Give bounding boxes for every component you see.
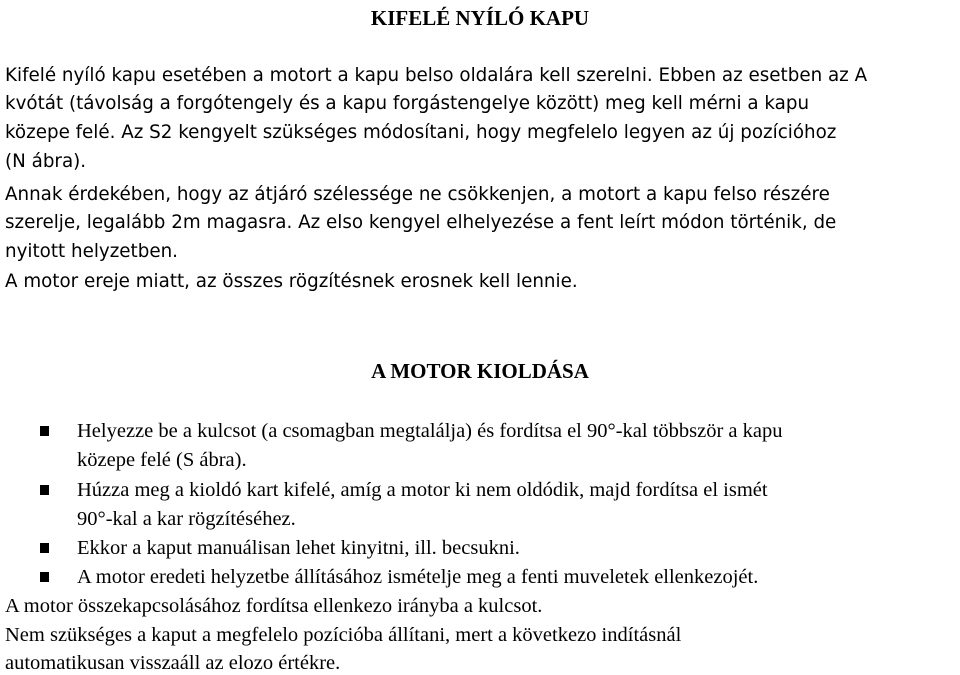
bullet-square-icon (40, 426, 49, 436)
paragraph-line: Nem szükséges a kaput a megfelelo pozícióba állítani, mert a következo indításnál (5, 624, 682, 646)
bullet-item-line: A motor eredeti helyzetbe állításához ismételje meg a fenti muveletek ellenkezojét. (77, 566, 759, 588)
bullet-item-line: Húzza meg a kioldó kart kifelé, amíg a motor ki nem oldódik, majd fordítsa el ismét (77, 479, 768, 501)
paragraph-line: szerelje, legalább 2m magasra. Az elso kengyel elhelyezése a fent leírt módon történik, de (5, 212, 837, 233)
bullet-item-line: közepe felé (S ábra). (77, 449, 247, 471)
paragraph-line: (N ábra). (5, 151, 87, 172)
paragraph-line: nyitott helyzetben. (5, 241, 178, 262)
section-title-kifele-nyilo-kapu: KIFELÉ NYÍLÓ KAPU (370, 6, 590, 30)
paragraph-line: A motor összekapcsolásához fordítsa ellenkezo irányba a kulcsot. (5, 595, 543, 617)
paragraph-line: Kifelé nyíló kapu esetében a motort a kapu belso oldalára kell szerelni. Ebben az esetben az A (5, 65, 868, 86)
bullet-square-icon (40, 485, 49, 495)
paragraph-line: A motor ereje miatt, az összes rögzítésnek erosnek kell lennie. (5, 271, 578, 292)
bullet-item-line: Helyezze be a kulcsot (a csomagban megtalálja) és fordítsa el 90°-kal többször a kapu (77, 420, 783, 442)
bullet-item-line: Ekkor a kaput manuálisan lehet kinyitni, ill. becsukni. (77, 537, 520, 559)
paragraph-line: automatikusan visszaáll az elozo értékre. (5, 652, 341, 674)
bullet-square-icon (40, 543, 49, 553)
paragraph-line: Annak érdekében, hogy az átjáró szélessége ne csökkenjen, a motort a kapu felso részére (5, 184, 830, 205)
section-title-a-motor-kioldasa: A MOTOR KIOLDÁSA (371, 359, 589, 383)
bullet-item-line: 90°-kal a kar rögzítéséhez. (77, 508, 296, 530)
bullet-square-icon (40, 572, 49, 582)
paragraph-line: kvótát (távolság a forgótengely és a kapu forgástengelye között) meg kell mérni a kapu (5, 93, 810, 114)
paragraph-line: közepe felé. Az S2 kengyelt szükséges módosítani, hogy megfelelo legyen az új pozícióhoz (5, 122, 837, 143)
